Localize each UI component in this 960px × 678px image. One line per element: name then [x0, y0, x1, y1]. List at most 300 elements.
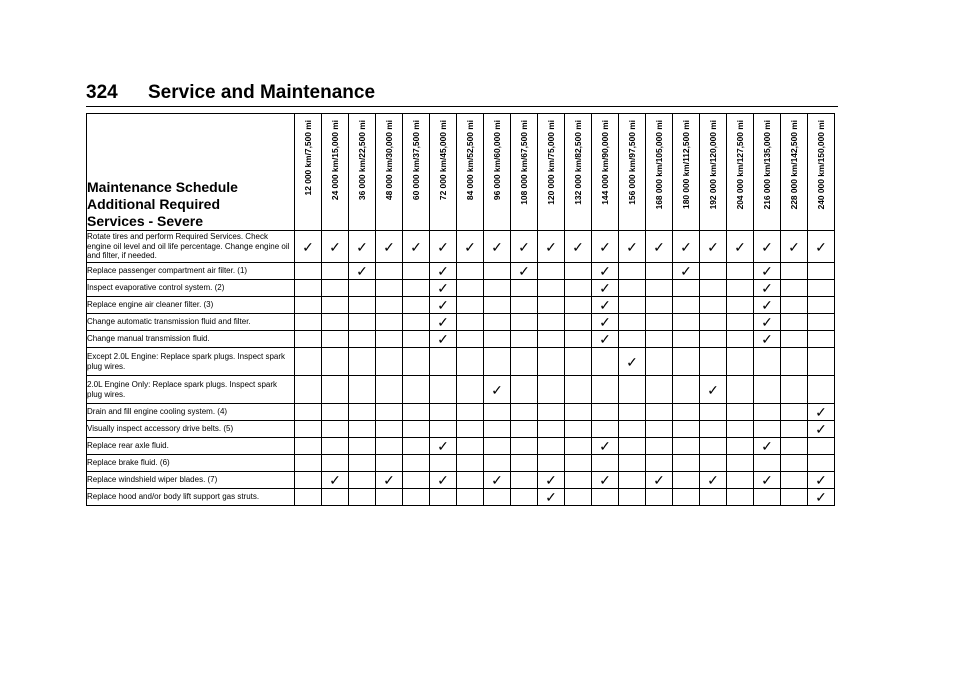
empty-cell	[349, 421, 376, 438]
empty-cell	[619, 489, 646, 506]
checkmark-icon: ✓	[511, 263, 538, 280]
checkmark-icon: ✓	[457, 231, 484, 263]
checkmark-icon: ✓	[430, 280, 457, 297]
empty-cell	[754, 421, 781, 438]
empty-cell	[403, 280, 430, 297]
empty-cell	[727, 348, 754, 376]
interval-header	[619, 114, 646, 231]
checkmark-icon: ✓	[754, 314, 781, 331]
empty-cell	[484, 348, 511, 376]
empty-cell	[484, 297, 511, 314]
empty-cell	[565, 348, 592, 376]
empty-cell	[295, 404, 322, 421]
checkmark-icon: ✓	[808, 489, 835, 506]
empty-cell	[781, 472, 808, 489]
empty-cell	[403, 297, 430, 314]
empty-cell	[727, 331, 754, 348]
table-row	[87, 297, 835, 314]
empty-cell	[700, 421, 727, 438]
empty-cell	[538, 280, 565, 297]
empty-cell	[700, 404, 727, 421]
empty-cell	[781, 404, 808, 421]
interval-header	[457, 114, 484, 231]
empty-cell	[511, 438, 538, 455]
interval-header	[376, 114, 403, 231]
empty-cell	[673, 280, 700, 297]
empty-cell	[457, 280, 484, 297]
interval-header	[430, 114, 457, 231]
empty-cell	[538, 348, 565, 376]
table-row	[87, 348, 835, 376]
empty-cell	[295, 348, 322, 376]
empty-cell	[646, 404, 673, 421]
task-label: Change manual transmission fluid.	[87, 331, 295, 348]
interval-header	[565, 114, 592, 231]
empty-cell	[538, 331, 565, 348]
table-title	[87, 114, 295, 231]
checkmark-icon: ✓	[430, 297, 457, 314]
empty-cell	[646, 421, 673, 438]
empty-cell	[295, 421, 322, 438]
empty-cell	[619, 404, 646, 421]
empty-cell	[619, 314, 646, 331]
empty-cell	[565, 455, 592, 472]
checkmark-icon: ✓	[646, 472, 673, 489]
empty-cell	[700, 348, 727, 376]
interval-label: 72 000 km/45,000 mi	[438, 120, 448, 201]
empty-cell	[295, 263, 322, 280]
table-row	[87, 263, 835, 280]
empty-cell	[457, 472, 484, 489]
empty-cell	[376, 455, 403, 472]
interval-header	[727, 114, 754, 231]
empty-cell	[781, 421, 808, 438]
interval-label: 144 000 km/90,000 mi	[600, 120, 610, 205]
task-label: Visually inspect accessory drive belts. (5)	[87, 421, 295, 438]
empty-cell	[403, 376, 430, 404]
page-number: 324	[86, 82, 118, 103]
checkmark-icon: ✓	[700, 231, 727, 263]
table-row	[87, 455, 835, 472]
empty-cell	[484, 489, 511, 506]
empty-cell	[538, 438, 565, 455]
table-row	[87, 376, 835, 404]
empty-cell	[403, 455, 430, 472]
empty-cell	[484, 263, 511, 280]
table-row	[87, 421, 835, 438]
empty-cell	[511, 472, 538, 489]
interval-header	[349, 114, 376, 231]
empty-cell	[754, 348, 781, 376]
empty-cell	[619, 331, 646, 348]
empty-cell	[376, 263, 403, 280]
interval-header	[322, 114, 349, 231]
table-row	[87, 404, 835, 421]
empty-cell	[565, 489, 592, 506]
empty-cell	[484, 314, 511, 331]
empty-cell	[808, 438, 835, 455]
empty-cell	[565, 280, 592, 297]
empty-cell	[592, 421, 619, 438]
empty-cell	[376, 280, 403, 297]
empty-cell	[322, 263, 349, 280]
task-label: Replace passenger compartment air filter. (1)	[87, 263, 295, 280]
empty-cell	[808, 263, 835, 280]
empty-cell	[592, 376, 619, 404]
empty-cell	[403, 472, 430, 489]
empty-cell	[700, 331, 727, 348]
empty-cell	[484, 280, 511, 297]
interval-label: 228 000 km/142,500 mi	[789, 120, 799, 210]
empty-cell	[565, 331, 592, 348]
empty-cell	[781, 489, 808, 506]
empty-cell	[511, 280, 538, 297]
empty-cell	[295, 472, 322, 489]
empty-cell	[808, 314, 835, 331]
interval-header	[754, 114, 781, 231]
checkmark-icon: ✓	[484, 231, 511, 263]
empty-cell	[295, 331, 322, 348]
empty-cell	[727, 472, 754, 489]
empty-cell	[511, 489, 538, 506]
table-row	[87, 489, 835, 506]
empty-cell	[322, 376, 349, 404]
empty-cell	[565, 421, 592, 438]
interval-label: 180 000 km/112,500 mi	[681, 120, 691, 209]
checkmark-icon: ✓	[673, 263, 700, 280]
empty-cell	[538, 455, 565, 472]
empty-cell	[727, 376, 754, 404]
table-row	[87, 280, 835, 297]
empty-cell	[484, 421, 511, 438]
checkmark-icon: ✓	[592, 472, 619, 489]
checkmark-icon: ✓	[700, 376, 727, 404]
checkmark-icon: ✓	[538, 489, 565, 506]
empty-cell	[700, 489, 727, 506]
empty-cell	[484, 455, 511, 472]
empty-cell	[484, 404, 511, 421]
empty-cell	[511, 421, 538, 438]
empty-cell	[808, 348, 835, 376]
interval-label: 168 000 km/105,000 mi	[654, 120, 664, 210]
empty-cell	[403, 489, 430, 506]
empty-cell	[592, 489, 619, 506]
checkmark-icon: ✓	[592, 331, 619, 348]
empty-cell	[673, 438, 700, 455]
empty-cell	[700, 263, 727, 280]
empty-cell	[781, 263, 808, 280]
checkmark-icon: ✓	[808, 231, 835, 263]
interval-label: 36 000 km/22,500 mi	[357, 120, 367, 201]
empty-cell	[727, 421, 754, 438]
interval-label: 156 000 km/97,500 mi	[627, 120, 637, 205]
empty-cell	[349, 348, 376, 376]
empty-cell	[322, 314, 349, 331]
checkmark-icon: ✓	[565, 231, 592, 263]
empty-cell	[754, 455, 781, 472]
checkmark-icon: ✓	[592, 297, 619, 314]
checkmark-icon: ✓	[295, 231, 322, 263]
empty-cell	[295, 489, 322, 506]
empty-cell	[538, 376, 565, 404]
empty-cell	[295, 280, 322, 297]
checkmark-icon: ✓	[538, 231, 565, 263]
interval-header	[538, 114, 565, 231]
empty-cell	[376, 489, 403, 506]
interval-label: 216 000 km/135,000 mi	[762, 120, 772, 210]
empty-cell	[592, 455, 619, 472]
interval-header	[592, 114, 619, 231]
empty-cell	[403, 348, 430, 376]
checkmark-icon: ✓	[430, 331, 457, 348]
empty-cell	[727, 455, 754, 472]
empty-cell	[565, 297, 592, 314]
empty-cell	[376, 438, 403, 455]
interval-header	[700, 114, 727, 231]
empty-cell	[403, 404, 430, 421]
checkmark-icon: ✓	[592, 438, 619, 455]
empty-cell	[322, 348, 349, 376]
checkmark-icon: ✓	[673, 231, 700, 263]
empty-cell	[322, 331, 349, 348]
interval-label: 132 000 km/82,500 mi	[573, 120, 583, 205]
task-label: Drain and fill engine cooling system. (4)	[87, 404, 295, 421]
empty-cell	[295, 297, 322, 314]
empty-cell	[646, 438, 673, 455]
interval-header	[646, 114, 673, 231]
empty-cell	[295, 455, 322, 472]
empty-cell	[646, 489, 673, 506]
empty-cell	[511, 348, 538, 376]
table-title-line: Maintenance Schedule	[87, 179, 238, 195]
empty-cell	[376, 376, 403, 404]
empty-cell	[403, 263, 430, 280]
empty-cell	[430, 455, 457, 472]
empty-cell	[781, 314, 808, 331]
empty-cell	[646, 455, 673, 472]
empty-cell	[457, 314, 484, 331]
empty-cell	[538, 314, 565, 331]
empty-cell	[349, 331, 376, 348]
checkmark-icon: ✓	[430, 231, 457, 263]
empty-cell	[673, 455, 700, 472]
empty-cell	[376, 421, 403, 438]
empty-cell	[727, 280, 754, 297]
interval-header	[673, 114, 700, 231]
interval-header	[295, 114, 322, 231]
empty-cell	[322, 297, 349, 314]
empty-cell	[403, 421, 430, 438]
empty-cell	[565, 376, 592, 404]
interval-label: 48 000 km/30,000 mi	[384, 120, 394, 201]
empty-cell	[295, 314, 322, 331]
empty-cell	[457, 297, 484, 314]
empty-cell	[673, 404, 700, 421]
empty-cell	[457, 421, 484, 438]
empty-cell	[727, 263, 754, 280]
empty-cell	[538, 263, 565, 280]
empty-cell	[646, 263, 673, 280]
empty-cell	[781, 438, 808, 455]
empty-cell	[295, 438, 322, 455]
interval-label: 192 000 km/120,000 mi	[708, 120, 718, 210]
empty-cell	[727, 489, 754, 506]
empty-cell	[592, 404, 619, 421]
interval-label: 204 000 km/127,500 mi	[735, 120, 745, 210]
empty-cell	[646, 314, 673, 331]
empty-cell	[403, 314, 430, 331]
task-label: Except 2.0L Engine: Replace spark plugs. Inspect spark plug wires.	[87, 348, 295, 376]
table-row	[87, 314, 835, 331]
empty-cell	[619, 297, 646, 314]
interval-header	[808, 114, 835, 231]
checkmark-icon: ✓	[592, 231, 619, 263]
empty-cell	[808, 280, 835, 297]
checkmark-icon: ✓	[484, 472, 511, 489]
empty-cell	[781, 455, 808, 472]
checkmark-icon: ✓	[430, 314, 457, 331]
empty-cell	[376, 297, 403, 314]
table-row	[87, 438, 835, 455]
empty-cell	[376, 331, 403, 348]
empty-cell	[646, 348, 673, 376]
empty-cell	[808, 331, 835, 348]
empty-cell	[376, 314, 403, 331]
empty-cell	[781, 297, 808, 314]
empty-cell	[646, 331, 673, 348]
checkmark-icon: ✓	[619, 231, 646, 263]
empty-cell	[430, 376, 457, 404]
empty-cell	[349, 489, 376, 506]
empty-cell	[349, 438, 376, 455]
empty-cell	[511, 404, 538, 421]
empty-cell	[619, 376, 646, 404]
checkmark-icon: ✓	[808, 421, 835, 438]
empty-cell	[457, 455, 484, 472]
empty-cell	[673, 348, 700, 376]
empty-cell	[376, 348, 403, 376]
empty-cell	[673, 472, 700, 489]
empty-cell	[808, 455, 835, 472]
empty-cell	[349, 297, 376, 314]
task-label: 2.0L Engine Only: Replace spark plugs. Inspect spark plug wires.	[87, 376, 295, 404]
empty-cell	[673, 421, 700, 438]
empty-cell	[565, 263, 592, 280]
empty-cell	[673, 297, 700, 314]
table-body	[87, 231, 835, 506]
checkmark-icon: ✓	[376, 231, 403, 263]
empty-cell	[322, 438, 349, 455]
task-label: Change automatic transmission fluid and filter.	[87, 314, 295, 331]
task-label: Replace hood and/or body lift support gas struts.	[87, 489, 295, 506]
empty-cell	[511, 297, 538, 314]
interval-label: 60 000 km/37,500 mi	[411, 120, 421, 201]
empty-cell	[349, 455, 376, 472]
empty-cell	[727, 438, 754, 455]
empty-cell	[808, 297, 835, 314]
checkmark-icon: ✓	[538, 472, 565, 489]
empty-cell	[376, 404, 403, 421]
empty-cell	[781, 280, 808, 297]
empty-cell	[349, 472, 376, 489]
empty-cell	[403, 331, 430, 348]
empty-cell	[619, 263, 646, 280]
checkmark-icon: ✓	[700, 472, 727, 489]
empty-cell	[430, 421, 457, 438]
interval-header	[403, 114, 430, 231]
task-label: Replace rear axle fluid.	[87, 438, 295, 455]
task-label: Replace engine air cleaner filter. (3)	[87, 297, 295, 314]
empty-cell	[457, 331, 484, 348]
empty-cell	[457, 263, 484, 280]
checkmark-icon: ✓	[619, 348, 646, 376]
table-row	[87, 231, 835, 263]
empty-cell	[646, 376, 673, 404]
checkmark-icon: ✓	[592, 280, 619, 297]
empty-cell	[592, 348, 619, 376]
empty-cell	[430, 489, 457, 506]
empty-cell	[673, 314, 700, 331]
empty-cell	[673, 331, 700, 348]
checkmark-icon: ✓	[592, 263, 619, 280]
checkmark-icon: ✓	[376, 472, 403, 489]
empty-cell	[781, 331, 808, 348]
checkmark-icon: ✓	[646, 231, 673, 263]
empty-cell	[349, 404, 376, 421]
checkmark-icon: ✓	[349, 263, 376, 280]
empty-cell	[646, 280, 673, 297]
task-label: Rotate tires and perform Required Services. Check engine oil level and oil life percentage. Change engine oil and filter, if needed.	[87, 231, 295, 263]
empty-cell	[511, 455, 538, 472]
interval-label: 240 000 km/150,000 mi	[816, 120, 826, 210]
checkmark-icon: ✓	[727, 231, 754, 263]
empty-cell	[538, 297, 565, 314]
table-row	[87, 331, 835, 348]
task-label: Replace brake fluid. (6)	[87, 455, 295, 472]
interval-header	[484, 114, 511, 231]
empty-cell	[619, 438, 646, 455]
checkmark-icon: ✓	[754, 263, 781, 280]
checkmark-icon: ✓	[484, 376, 511, 404]
empty-cell	[457, 348, 484, 376]
empty-cell	[349, 376, 376, 404]
empty-cell	[646, 297, 673, 314]
empty-cell	[565, 438, 592, 455]
checkmark-icon: ✓	[322, 472, 349, 489]
interval-label: 12 000 km/7,500 mi	[303, 120, 313, 196]
empty-cell	[538, 404, 565, 421]
empty-cell	[700, 297, 727, 314]
checkmark-icon: ✓	[754, 231, 781, 263]
empty-cell	[565, 404, 592, 421]
empty-cell	[322, 280, 349, 297]
empty-cell	[673, 376, 700, 404]
checkmark-icon: ✓	[808, 472, 835, 489]
checkmark-icon: ✓	[349, 231, 376, 263]
table-title-line: Services - Severe	[87, 213, 203, 229]
empty-cell	[349, 280, 376, 297]
empty-cell	[781, 376, 808, 404]
empty-cell	[295, 376, 322, 404]
empty-cell	[727, 314, 754, 331]
empty-cell	[403, 438, 430, 455]
empty-cell	[700, 455, 727, 472]
checkmark-icon: ✓	[754, 297, 781, 314]
checkmark-icon: ✓	[754, 280, 781, 297]
empty-cell	[322, 404, 349, 421]
checkmark-icon: ✓	[781, 231, 808, 263]
empty-cell	[484, 331, 511, 348]
